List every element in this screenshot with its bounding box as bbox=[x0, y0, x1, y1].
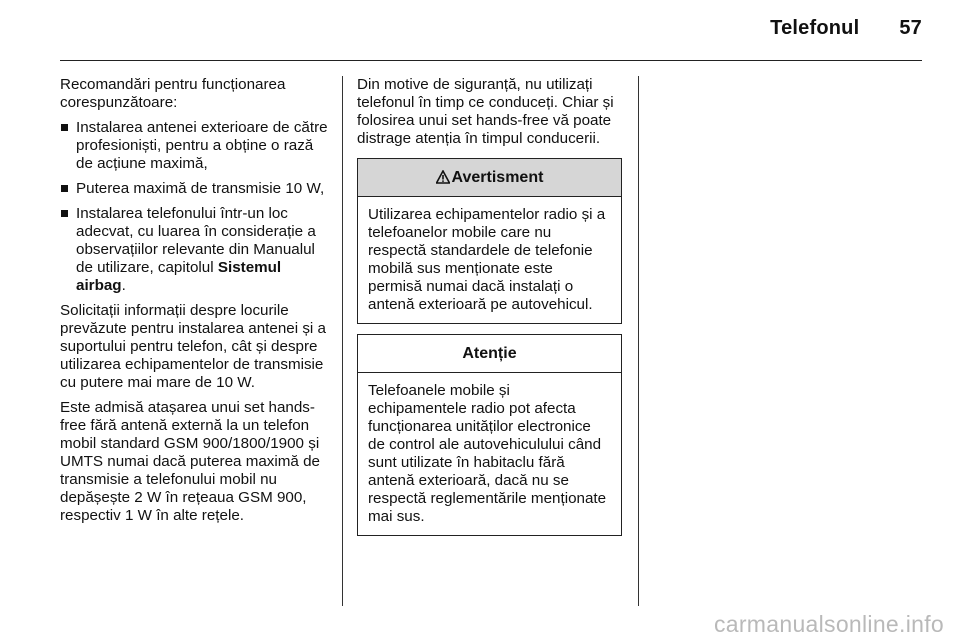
column-divider-left bbox=[342, 76, 343, 606]
safety-paragraph: Din motive de siguranță, nu utilizați telefonul în timp ce conduceți. Chiar și folosirea unui set hands-free vă poate distrage atenția în timpul conducerii. bbox=[357, 76, 614, 147]
page-number: 57 bbox=[899, 17, 922, 39]
list-item-text: Instalarea telefonului într-un loc adecvat, cu luarea în considerație a observațiilor relevante din Manualul de utilizare, capitolul bbox=[76, 205, 316, 276]
header-divider bbox=[60, 60, 922, 61]
list-item-end: . bbox=[121, 277, 126, 294]
airbag-section-reference: Sistemul airbag bbox=[76, 259, 282, 294]
antenna-info-paragraph: Solicitații informații despre locurile prevăzute pentru instalarea antenei și a suportului pentru telefon, cât și despre utilizarea echipamentelor de transmisie cu putere mai mare de 10 W. bbox=[60, 302, 326, 391]
caution-box bbox=[357, 334, 622, 536]
list-item: Puterea maximă de transmisie 10 W, bbox=[60, 180, 330, 198]
warning-header bbox=[358, 159, 621, 197]
hands-free-paragraph: Este admisă atașarea unui set hands-free fără antenă externă la un telefon mobil standard GSM 900/1800/1900 și UMTS numai dacă puterea maximă de transmisie a telefonului mobil nu depășește 2 W în rețeaua GSM 900, respectiv 1 W în alte rețele. bbox=[60, 399, 320, 524]
left-column bbox=[60, 76, 330, 532]
page-header bbox=[770, 17, 922, 40]
caution-title: Atenție bbox=[462, 344, 517, 362]
warning-triangle-icon bbox=[436, 170, 450, 184]
middle-column bbox=[357, 76, 622, 546]
warning-box bbox=[357, 158, 622, 324]
warning-title: Avertisment bbox=[451, 168, 544, 186]
watermark: carmanualsonline.info bbox=[713, 611, 944, 637]
recommendations-intro: Recomandări pentru funcționarea corespunzătoare: bbox=[60, 76, 286, 111]
list-item: Instalarea antenei exterioare de către profesioniști, pentru a obține o rază de acțiune maximă, bbox=[60, 119, 330, 173]
caution-header bbox=[358, 335, 621, 373]
warning-body: Utilizarea echipamentelor radio și a telefoanelor mobile care nu respectă standardele de telefonie mobilă sus menționate este permisă numai dacă instalați o antenă exterioară pe autovehicul. bbox=[368, 206, 606, 313]
page-title: Telefonul bbox=[770, 17, 860, 39]
recommendations-list bbox=[60, 119, 330, 295]
list-item bbox=[60, 205, 330, 295]
column-divider-right bbox=[638, 76, 639, 606]
caution-body: Telefoanele mobile și echipamentele radio pot afecta funcționarea unităților electronice de control ale autovehiculului când sunt utilizate în habitaclu fără antenă exterioară, dacă nu se respectă reglementările menționate mai sus. bbox=[368, 382, 607, 525]
